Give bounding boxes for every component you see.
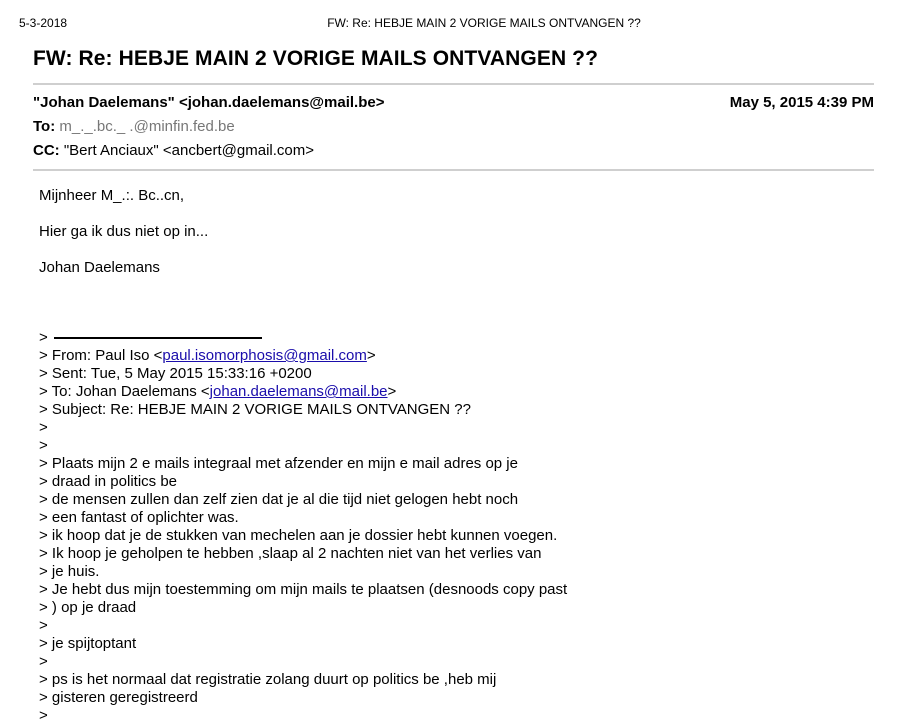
quoted-line: > ) op je draad	[39, 599, 137, 616]
quoted-line: > gisteren geregistreerd	[39, 689, 198, 706]
separator-rule	[54, 337, 262, 339]
quoted-lines	[39, 419, 879, 725]
quoted-from	[39, 347, 879, 365]
email-from: "Johan Daelemans" <johan.daelemans@mail.be>	[33, 94, 385, 111]
to-label: To:	[33, 118, 56, 135]
header-divider	[33, 83, 874, 85]
quoted-line: > je spijtoptant	[39, 635, 137, 652]
email-date: May 5, 2015 4:39 PM	[729, 94, 874, 111]
print-date: 5-3-2018	[19, 16, 68, 30]
quoted-line: > je huis.	[39, 563, 100, 580]
quoted-to-prefix: > To: Johan Daelemans <	[39, 383, 210, 400]
quoted-line: > Je hebt dus mijn toestemming om mijn mails te plaatsen (desnoods copy past	[39, 581, 568, 598]
signature: Johan Daelemans	[39, 259, 160, 276]
quoted-line: > Ik hoop je geholpen te hebben ,slaap al 2 nachten niet van het verlies van	[39, 545, 542, 562]
quoted-line: >	[39, 653, 48, 670]
quoted-to-suffix: >	[387, 383, 397, 400]
quoted-subject: > Subject: Re: HEBJE MAIN 2 VORIGE MAILS ONTVANGEN ??	[39, 401, 471, 418]
quoted-from-email-link[interactable]: paul.isomorphosis@gmail.com	[162, 347, 367, 364]
quoted-line: > Plaats mijn 2 e mails integraal met afzender en mijn e mail adres op je	[39, 455, 518, 472]
email-subject: FW: Re: HEBJE MAIN 2 VORIGE MAILS ONTVANGEN ??	[33, 47, 599, 70]
cc-label: CC:	[33, 142, 60, 159]
greeting: Mijnheer M_.:. Bc..cn,	[39, 187, 185, 204]
quoted-line: >	[39, 707, 48, 724]
print-title: FW: Re: HEBJE MAIN 2 VORIGE MAILS ONTVANGEN ??	[327, 16, 641, 30]
quoted-to-email-link[interactable]: johan.daelemans@mail.be	[209, 383, 388, 400]
quoted-line: > ik hoop dat je de stukken van mechelen aan je dossier hebt kunnen voegen.	[39, 527, 558, 544]
cc-value: "Bert Anciaux" <ancbert@gmail.com>	[63, 142, 315, 159]
quoted-line: >	[39, 419, 48, 436]
quoted-message	[39, 329, 879, 725]
quoted-from-prefix: > From: Paul Iso <	[39, 347, 163, 364]
body-line: Hier ga ik dus niet op in...	[39, 223, 209, 240]
email-cc	[33, 142, 314, 159]
quoted-line: > ps is het normaal dat registratie zolang duurt op politics be ,heb mij	[39, 671, 497, 688]
quoted-to	[39, 383, 879, 401]
quoted-from-suffix: >	[366, 347, 376, 364]
quoted-line: >	[39, 617, 48, 634]
quoted-line: > de mensen zullen dan zelf zien dat je al die tijd niet gelogen hebt noch	[39, 491, 519, 508]
quoted-line: > een fantast of oplichter was.	[39, 509, 239, 526]
email-to	[33, 118, 235, 135]
to-value: m_._.bc._ .@minfin.fed.be	[59, 118, 235, 135]
print-header	[0, 16, 912, 32]
body-divider	[33, 169, 874, 171]
quoted-line: >	[39, 437, 48, 454]
quote-separator: >	[39, 329, 879, 347]
email-body	[39, 186, 879, 294]
quoted-line: > draad in politics be	[39, 473, 178, 490]
quoted-sent: > Sent: Tue, 5 May 2015 15:33:16 +0200	[39, 365, 312, 382]
